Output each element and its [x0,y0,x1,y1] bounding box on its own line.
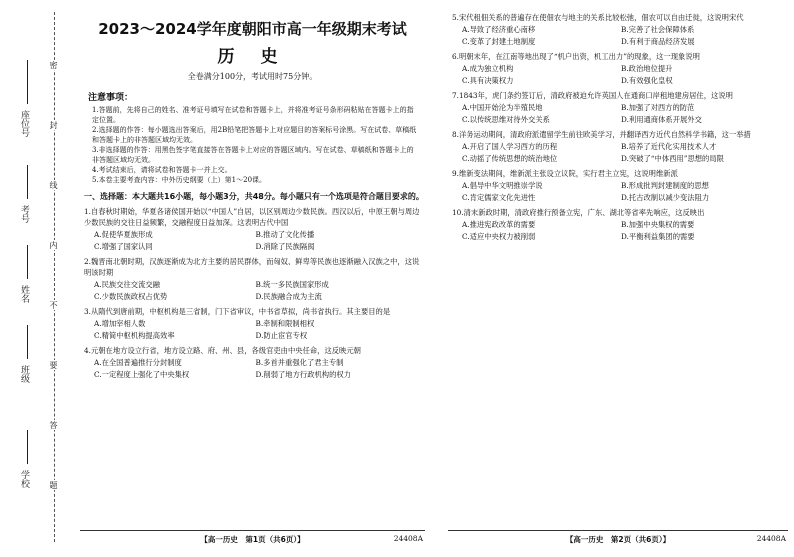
option: C.以传统思维对待外交关系 [462,115,550,124]
seal-word: 题 [49,481,58,489]
seal-word: 不 [49,301,58,309]
option: D.有利于商品经济发展 [621,37,695,46]
option: A.推进宪政改革的需要 [462,220,536,229]
question-stem: 4.元朝在地方设立行省，地方设立路、府、州、县，各级官吏由中央任命，这反映元朝 [84,346,361,355]
question-stem: 9.维新变法期间，维新派主张设立议院，实行君主立宪，这说明维新派 [452,169,678,178]
question-stem: 3.从隋代到唐前期，中枢机构是三省制，门下省审议，中书省草拟，尚书省执行。其主要目的是 [84,307,391,316]
option: D.平衡利益集团的需要 [621,232,695,241]
exam-title: 2023～2024学年度朝阳市高一年级期末考试 [98,20,407,38]
exam-meta: 全卷满分100分，考试用时75分钟。 [187,72,318,81]
school-label: 学校 [19,470,29,488]
option: B.牵制和限制相权 [255,319,315,328]
question [448,90,788,126]
name-label: 姓名 [19,285,29,303]
page-footer [448,530,788,545]
note-item: 3.非选择题的作答：用黑色签字笔直接答在答题卡上对应的答题区域内。写在试卷、草稿纸和答题卡上的非答题区域均无效。 [92,146,414,164]
option: D.突破了“中体西用”思想的局限 [621,154,724,163]
option: A.倡导中华文明推崇学说 [462,181,543,190]
notes-title: 注意事项： [88,93,134,103]
option: A.成为独立机构 [462,64,514,73]
seal-word: 封 [49,121,58,129]
option: C.适应中央权力被削弱 [462,232,536,241]
question [448,168,788,204]
option: C.变革了封建土地制度 [462,37,536,46]
question [80,306,425,342]
seal-line [54,12,55,542]
note-item: 2.选择题的作答：每小题选出答案后，用2B铅笔把答题卡上对应题目的答案标号涂黑。写在试卷、草稿纸和答题卡上的非答题区域均无效。 [92,126,417,144]
class-field [27,325,28,359]
footer-page-label: 【高一历史 第1页（共6页）】 [200,535,305,544]
question [80,256,425,303]
option: C.增强了国家认同 [94,242,153,251]
option: C.一定程度上强化了中央集权 [94,370,190,379]
question-stem: 1.自春秋时期始，华夏各诸侯国开始以“中国人”自居，以区别周边少数民族。西汉以后，中原王朝与周边少数民族的交往日益频繁，交融程度日益加深。这表明古代中国 [84,207,420,227]
seal-word: 密 [49,61,58,69]
seal-word: 答 [49,421,58,429]
exam-subject: 历 史 [217,47,288,67]
option: B.统一多民族国家形成 [255,280,329,289]
exam-number-label: 考号 [19,205,29,223]
section-heading: 一、选择题：本大题共16小题，每小题3分，共48分。每小题只有一个选项是符合题目要求的。 [84,192,424,201]
question-stem: 6.明朝末年，在江南等地出现了“机户出资，机工出力”的现象，这一现象说明 [452,52,700,61]
question [448,207,788,243]
option: A.导致了经济重心南移 [462,25,536,34]
option: C.精简中枢机构提高效率 [94,331,175,340]
option: C.动摇了传统思想的统治地位 [462,154,558,163]
seat-field [27,60,28,104]
option: B.培养了近代化实用技术人才 [621,142,717,151]
seat-label: 座位号 [19,110,29,137]
question [448,51,788,87]
question [80,206,425,253]
question-stem: 7.1843年，虎门条约签订后，清政府被迫允许英国人在通商口岸租地建房居住，这说明 [452,91,733,100]
name-field [27,245,28,279]
option: B.加强中央集权的需要 [621,220,695,229]
exam-number-field [27,165,28,199]
seal-word: 内 [49,241,58,249]
option: A.开启了国人学习西方的历程 [462,142,558,151]
question-stem: 8.洋务运动期间，清政府派遣留学生前往欧美学习，并翻译西方近代自然科学书籍，这一举措 [452,130,751,139]
question [80,345,425,381]
note-item: 4.考试结束后，请将试卷和答题卡一并上交。 [92,166,232,174]
option: A.促使华夏族形成 [94,230,153,239]
option: A.在全国普遍推行分封制度 [94,358,182,367]
note-item: 1.答题前，先将自己的姓名、准考证号填写在试卷和答题卡上，并将准考证号条形码粘贴在答题卡上的指定位置。 [92,106,414,124]
question [448,129,788,165]
option: B.加强了对西方的防范 [621,103,695,112]
option: D.消除了民族隔阂 [255,242,315,251]
page-2 [448,10,788,547]
option: D.有效强化皇权 [621,76,673,85]
option: D.利用通商体系开展外交 [621,115,702,124]
question-stem: 10.清末新政时期，清政府推行预备立宪，广东、湖北等省率先响应，这反映出 [452,208,705,217]
option: A.民族交往交流交融 [94,280,160,289]
note-item: 5.本卷主要考查内容：中外历史纲要（上）第1～20课。 [92,176,267,184]
option: B.政治地位提升 [621,64,673,73]
question-stem: 2.魏晋南北朝时期，汉族逐渐成为北方主要的居民群体，而匈奴、鲜卑等民族也逐渐融入汉族之中，这说明该时期 [84,257,420,277]
option: B.形成批判封建制度的思想 [621,181,709,190]
question-stem: 5.宋代租佃关系的普遍存在使佃农与地主的关系比较松弛，佃农可以自由迁徙，这说明宋代 [452,13,744,22]
footer-page-label: 【高一历史 第2页（共6页）】 [565,535,671,544]
binding-margin [0,0,70,557]
option: B.完善了社会保障体系 [621,25,695,34]
option: D.民族融合成为主流 [255,292,322,301]
page-footer [80,530,425,545]
option: D.防止宦官专权 [255,331,308,340]
option: C.具有决策权力 [462,76,514,85]
option: D.削弱了地方行政机构的权力 [255,370,351,379]
seal-word: 线 [49,181,58,189]
question [448,12,788,48]
school-field [27,430,28,464]
footer-code: 24408A [756,534,786,543]
option: C.肯定儒家文化先进性 [462,193,536,202]
page-1 [80,10,425,547]
option: B.推动了文化传播 [255,230,315,239]
option: A.中国开始沦为半殖民地 [462,103,543,112]
footer-code: 24408A [393,534,423,543]
seal-word: 要 [49,361,58,369]
class-label: 班级 [19,365,29,383]
option: C.少数民族政权占优势 [94,292,168,301]
option: D.托古改制以减少变法阻力 [621,193,710,202]
option: A.增加宰相人数 [94,319,146,328]
option: B.多首并重强化了君主专制 [255,358,344,367]
